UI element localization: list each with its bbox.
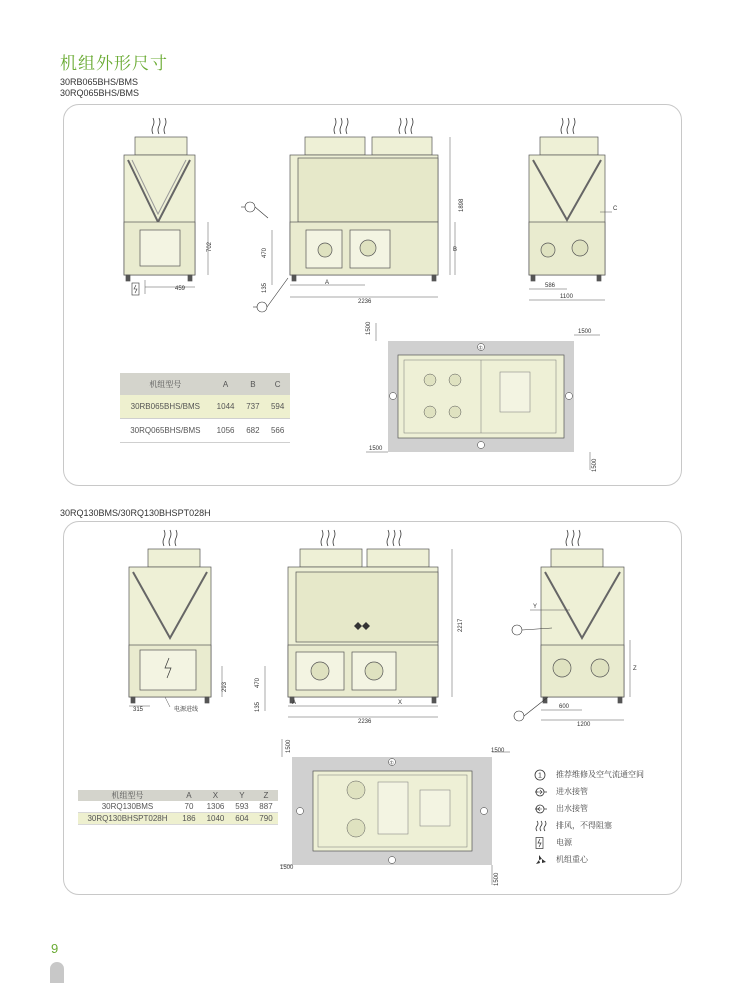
clearance-marker-top-2: ①	[389, 760, 394, 767]
dim-293: 293	[222, 681, 228, 692]
plan-dim-1500-right-2: 1500	[491, 748, 505, 754]
table-cell: 682	[241, 419, 266, 443]
page-number: 9	[51, 941, 59, 956]
water-inlet-icon	[534, 786, 548, 798]
dim-z: Z	[633, 666, 637, 672]
dim-1100: 1100	[560, 294, 573, 300]
side-view-right-2	[541, 530, 624, 703]
table-cell: 1040	[201, 813, 230, 825]
table-cell: 70	[177, 801, 201, 813]
legend-label: 出水接管	[556, 804, 588, 813]
legend-item	[534, 802, 644, 819]
table-header-cell: B	[241, 373, 266, 395]
legend-item	[534, 785, 644, 802]
plan-dim-1500-left-2: 1500	[286, 739, 292, 753]
table-row	[78, 813, 278, 825]
center-of-gravity-icon	[534, 854, 548, 866]
clearance-marker-top: ①	[478, 345, 483, 352]
water-outlet-icon	[534, 803, 548, 815]
plan-dim-1500-right: 1500	[578, 329, 592, 335]
table-cell: 30RB065BHS/BMS	[120, 395, 211, 419]
table-cell: 566	[265, 419, 290, 443]
dim-702: 702	[207, 241, 213, 252]
power-entry-label: 电源进线	[174, 707, 199, 713]
legend-label: 排风，不得阻塞	[556, 821, 612, 830]
legend-label: 进水接管	[556, 787, 588, 796]
dim-2236-2: 2236	[358, 719, 372, 725]
table-cell: 1044	[211, 395, 241, 419]
table-cell: 1306	[201, 801, 230, 813]
dim-459: 459	[175, 286, 186, 292]
dim-586: 586	[545, 283, 556, 289]
table-cell: 593	[230, 801, 254, 813]
table-row	[78, 801, 278, 813]
table-header-cell: A	[211, 373, 241, 395]
model-name-3: 30RQ130BMS/30RQ130BHSPT028H	[60, 508, 211, 518]
dim-470-2: 470	[255, 677, 261, 688]
dim-600: 600	[559, 704, 570, 710]
dim-y: Y	[533, 604, 538, 610]
legend-item	[534, 768, 644, 785]
table-header-cell: 机组型号	[120, 373, 211, 395]
plan-dim-1500-left: 1500	[366, 321, 372, 335]
table-cell: 186	[177, 813, 201, 825]
model-name-1: 30RB065BHS/BMS	[60, 77, 139, 87]
table-cell: 30RQ130BMS	[78, 801, 177, 813]
table-header-cell: 机组型号	[78, 790, 177, 801]
plan-dim-1500-bottom-left-2: 1500	[280, 865, 294, 871]
dim-2217: 2217	[458, 618, 464, 632]
legend	[534, 768, 644, 870]
table-cell: 30RQ065BHS/BMS	[120, 419, 211, 443]
table-header-cell: Z	[254, 790, 278, 801]
plan-dim-1500-bottom-right: 1500	[592, 458, 598, 472]
side-view-left-2	[129, 530, 211, 703]
table-header-cell: C	[265, 373, 290, 395]
dim-315: 315	[133, 707, 144, 713]
table-header	[78, 790, 278, 801]
dim-a-2: A	[292, 700, 297, 706]
legend-label: 机组重心	[556, 855, 588, 864]
plan-dim-1500-bottom-right-2: 1500	[494, 872, 500, 886]
dim-a: A	[325, 280, 330, 286]
dim-470: 470	[262, 247, 268, 258]
table-cell: 887	[254, 801, 278, 813]
dim-135: 135	[262, 282, 268, 293]
table-cell: 1056	[211, 419, 241, 443]
power-icon	[534, 837, 548, 849]
dim-x: X	[398, 700, 403, 706]
dimension-table-2	[78, 790, 278, 825]
top-view-plan-2	[280, 739, 510, 886]
dim-1898: 1898	[459, 198, 465, 212]
table-cell: 594	[265, 395, 290, 419]
dim-1200: 1200	[577, 722, 591, 728]
legend-item	[534, 819, 644, 836]
table-cell: 604	[230, 813, 254, 825]
table-header-cell: X	[201, 790, 230, 801]
table-cell: 737	[241, 395, 266, 419]
exhaust-icon	[534, 820, 548, 832]
model-name-2: 30RQ065BHS/BMS	[60, 88, 140, 98]
dim-135-2: 135	[255, 701, 261, 712]
table-header-cell: A	[177, 790, 201, 801]
table-header-cell: Y	[230, 790, 254, 801]
legend-item	[534, 853, 644, 870]
dim-b: B	[453, 247, 458, 253]
dim-c: C	[613, 206, 618, 212]
page-tab	[50, 962, 64, 983]
table-cell: 790	[254, 813, 278, 825]
dim-2236: 2236	[358, 299, 372, 305]
front-view-2	[288, 530, 438, 703]
page-title: 机组外形尺寸	[60, 54, 168, 74]
legend-label: 推荐维修及空气流通空间	[556, 770, 644, 779]
legend-label: 电源	[556, 838, 572, 847]
table-cell: 30RQ130BHSPT028H	[78, 813, 177, 825]
legend-item	[534, 836, 644, 853]
circled-one-icon	[534, 769, 548, 781]
plan-dim-1500-bottom-left: 1500	[369, 446, 383, 452]
svg-text:1: 1	[538, 772, 542, 780]
